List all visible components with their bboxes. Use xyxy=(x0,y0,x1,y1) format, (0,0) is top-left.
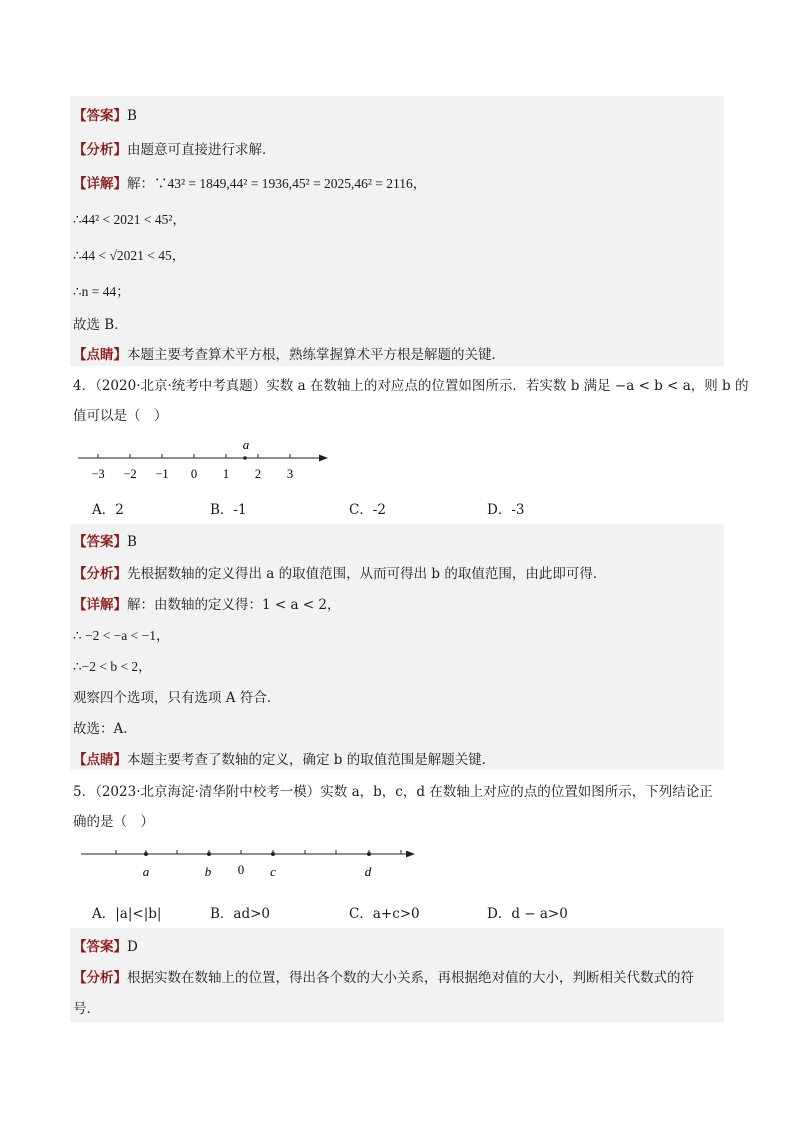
point-c xyxy=(271,852,275,856)
step-line: ∴44² < 2021 < 45²， xyxy=(73,212,186,227)
question-4-stem: 4．（2020·北京·统考中考真题）实数 a 在数轴上的对应点的位置如图所示．若实数 b 满足 −a < b < a，则 b 的 xyxy=(73,378,749,394)
tick-label: −2 xyxy=(123,467,137,481)
comment-text: 本题主要考查了数轴的定义，确定 b 的取值范围是解题关键． xyxy=(127,752,496,768)
label-zero: 0 xyxy=(237,862,245,877)
analysis-line xyxy=(73,138,276,158)
option-c[interactable]: C．a+c>0 xyxy=(349,906,420,922)
tick-label: −3 xyxy=(91,467,105,481)
step-line: ∴ −2 < −a < −1， xyxy=(73,628,170,643)
option-b[interactable]: B．ad>0 xyxy=(210,906,271,922)
axis-arrow xyxy=(319,455,328,462)
label-b: b xyxy=(204,864,212,879)
detail-tag: 【详解】 xyxy=(73,176,127,191)
option-b[interactable]: B．-1 xyxy=(210,502,247,518)
tick-label: −1 xyxy=(155,467,169,481)
question-4-number-line xyxy=(70,434,370,484)
detail-tag: 【详解】 xyxy=(73,597,127,613)
label-d: d xyxy=(364,864,372,879)
step-line: ∴n = 44； xyxy=(73,284,130,299)
question-4-stem-cont: 值可以是（ ） xyxy=(73,408,168,424)
answer-line xyxy=(73,935,138,955)
label-a: a xyxy=(142,864,150,879)
answer-text: B xyxy=(127,108,137,124)
analysis-text: 先根据数轴的定义得出 a 的取值范围，从而可得出 b 的取值范围，由此即可得． xyxy=(127,566,607,582)
option-d[interactable]: D．-3 xyxy=(487,502,525,518)
point-d xyxy=(367,852,371,856)
choice-line: 故选 B． xyxy=(73,317,128,333)
question-5-number-line xyxy=(76,838,436,888)
point-a xyxy=(144,852,148,856)
answer-block-3 xyxy=(70,96,724,366)
comment-line xyxy=(73,343,505,363)
comment-tag: 【点睛】 xyxy=(73,347,127,363)
step-line: ∴−2 < b < 2， xyxy=(73,659,152,674)
answer-line xyxy=(73,104,137,124)
answer-tag: 【答案】 xyxy=(73,534,127,550)
observe-line: 观察四个选项，只有选项 A 符合． xyxy=(73,690,281,706)
analysis-tag: 【分析】 xyxy=(73,142,127,158)
answer-tag: 【答案】 xyxy=(73,939,127,955)
answer-text: D xyxy=(127,939,138,955)
axis-arrow xyxy=(406,851,415,858)
point-b xyxy=(207,852,211,856)
tick-label: 3 xyxy=(286,467,294,481)
label-c: c xyxy=(270,864,276,879)
answer-tag: 【答案】 xyxy=(73,108,127,124)
comment-tag: 【点睛】 xyxy=(73,752,127,768)
tick-label: 0 xyxy=(190,467,198,481)
option-a[interactable]: A．2 xyxy=(92,502,124,518)
question-5-stem-cont: 确的是（ ） xyxy=(73,814,154,830)
point-a-label: a xyxy=(242,437,250,452)
analysis-text: 根据实数在数轴上的位置，得出各个数的大小关系，再根据绝对值的大小，判断相关代数式的符 xyxy=(127,970,694,986)
detail-text: 解：由数轴的定义得：1 < a < 2， xyxy=(127,597,341,613)
analysis-line xyxy=(73,966,694,986)
point-a xyxy=(243,456,247,460)
question-5-stem: 5．（2023·北京海淀·清华附中校考一模）实数 a，b，c，d 在数轴上对应的点的位置如图所示，下列结论正 xyxy=(73,784,713,800)
detail-line xyxy=(73,172,426,192)
detail-line xyxy=(73,593,341,613)
answer-text: B xyxy=(127,534,137,550)
analysis-tag: 【分析】 xyxy=(73,566,127,582)
analysis-line xyxy=(73,562,606,582)
tick-label: 2 xyxy=(254,467,262,481)
analysis-text: 由题意可直接进行求解． xyxy=(127,142,276,158)
analysis-tag: 【分析】 xyxy=(73,970,127,986)
comment-text: 本题主要考查算术平方根，熟练掌握算术平方根是解题的关键． xyxy=(127,347,505,363)
option-c[interactable]: C．-2 xyxy=(349,502,386,518)
comment-line xyxy=(73,748,495,768)
option-a[interactable]: A．|a|<|b| xyxy=(92,906,162,922)
step-line: ∴44 < √2021 < 45， xyxy=(73,248,186,263)
answer-block-4 xyxy=(70,524,724,770)
detail-text: 解：∵43² = 1849,44² = 1936,45² = 2025,46² = 2116， xyxy=(127,176,427,191)
option-d[interactable]: D．d − a>0 xyxy=(487,906,568,922)
tick-label: 1 xyxy=(222,467,230,481)
answer-line xyxy=(73,530,137,550)
choice-line: 故选：A． xyxy=(73,721,137,737)
analysis-cont: 号． xyxy=(73,1001,100,1017)
